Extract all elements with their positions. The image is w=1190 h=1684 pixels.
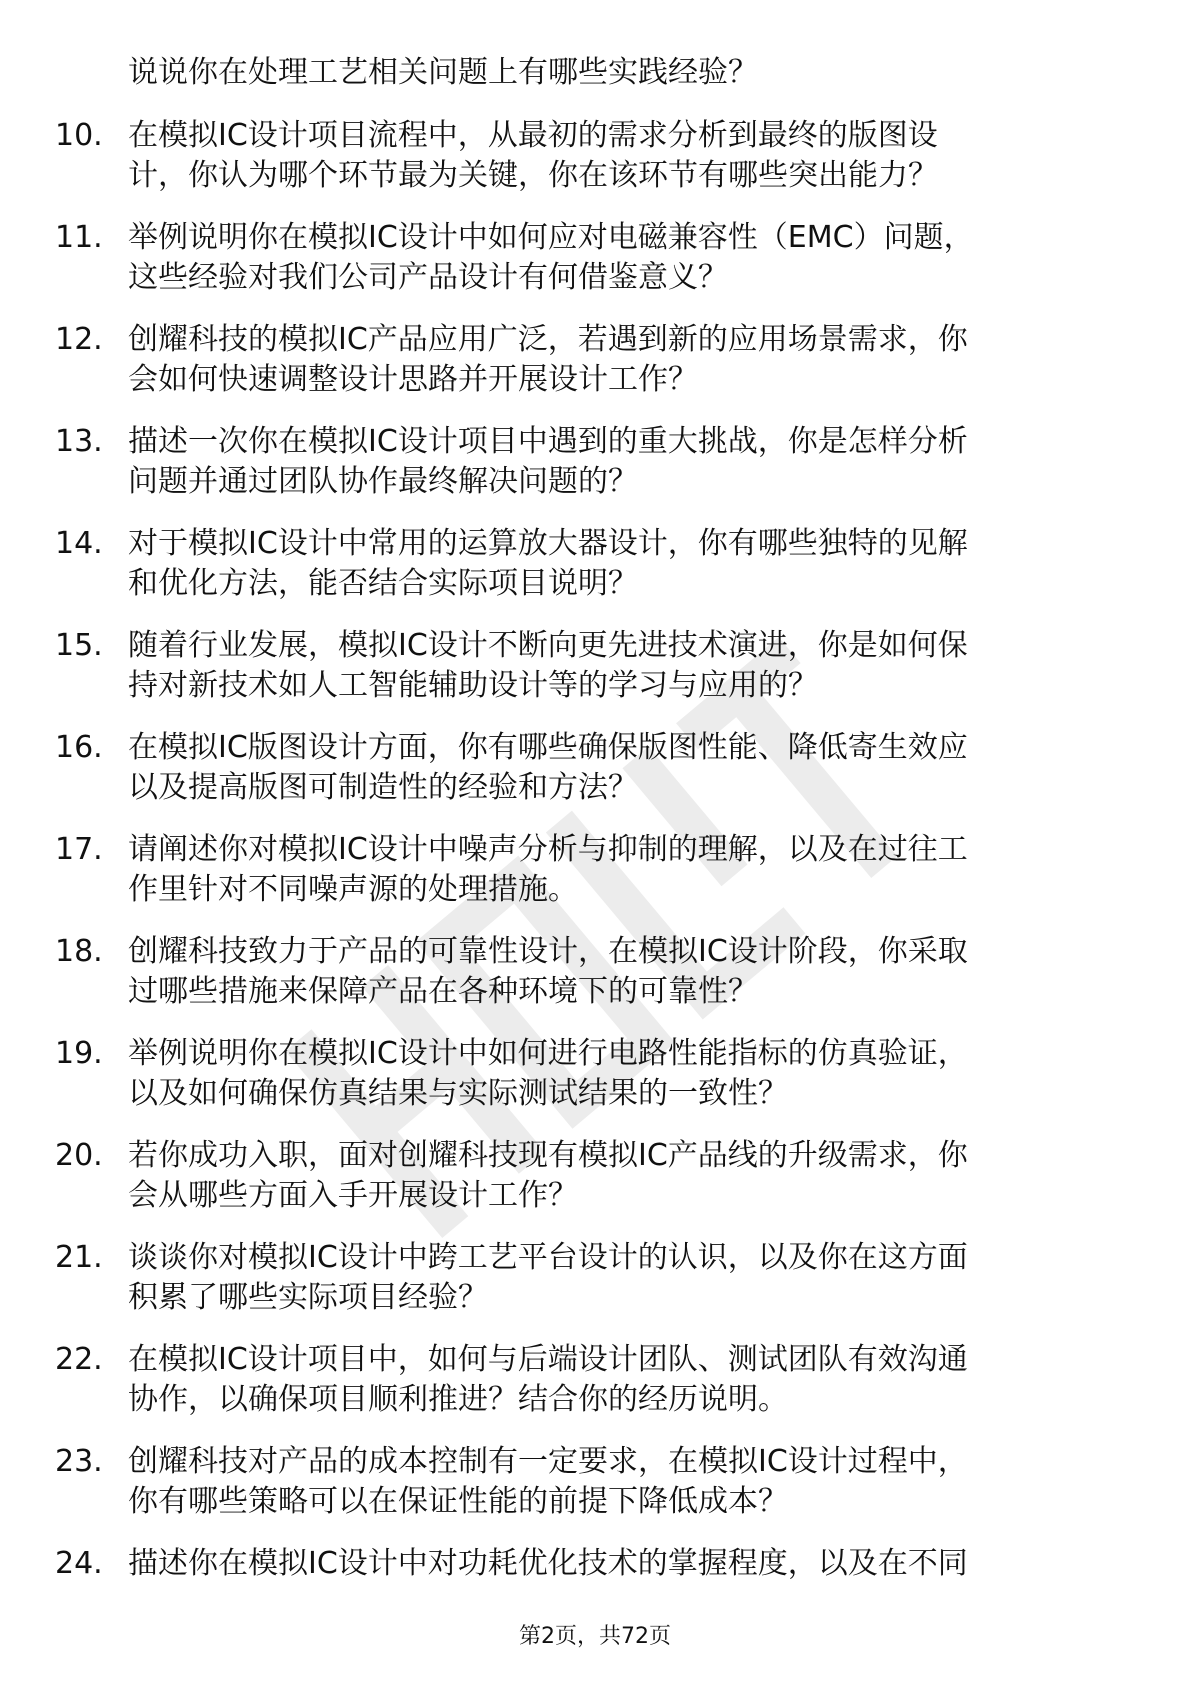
question-text-line: 描述一次你在模拟IC设计项目中遇到的重大挑战，你是怎样分析	[128, 424, 968, 459]
question-text-line: 问题并通过团队协作最终解决问题的？	[128, 464, 638, 499]
question-item	[0, 319, 1190, 421]
question-text-line: 持对新技术如人工智能辅助设计等的学习与应用的？	[128, 668, 818, 703]
question-text-line: 描述你在模拟IC设计中对功耗优化技术的掌握程度，以及在不同	[128, 1546, 968, 1581]
question-item	[0, 1237, 1190, 1339]
question-number: 19.	[55, 1036, 103, 1071]
question-number: 12.	[55, 322, 103, 357]
question-text-line: 过哪些措施来保障产品在各种环境下的可靠性？	[128, 974, 758, 1009]
question-number: 24.	[55, 1546, 103, 1581]
question-item	[0, 931, 1190, 1033]
question-text-line: 计，你认为哪个环节最为关键，你在该环节有哪些突出能力？	[128, 158, 938, 193]
question-text-line: 请阐述你对模拟IC设计中噪声分析与抑制的理解，以及在过往工	[128, 832, 968, 867]
question-text-line: 你有哪些策略可以在保证性能的前提下降低成本？	[128, 1484, 788, 1519]
question-item	[0, 625, 1190, 727]
question-item	[0, 421, 1190, 523]
question-text-line: 协作，以确保项目顺利推进？结合你的经历说明。	[128, 1382, 788, 1417]
question-item	[0, 1135, 1190, 1237]
question-text-line: 在模拟IC设计项目流程中，从最初的需求分析到最终的版图设	[128, 118, 938, 153]
question-text-line: 举例说明你在模拟IC设计中如何进行电路性能指标的仿真验证，	[128, 1036, 968, 1071]
question-text-line: 创耀科技的模拟IC产品应用广泛，若遇到新的应用场景需求，你	[128, 322, 968, 357]
question-text-line: 和优化方法，能否结合实际项目说明？	[128, 566, 638, 601]
question-number: 15.	[55, 628, 103, 663]
question-number: 14.	[55, 526, 103, 561]
question-number: 23.	[55, 1444, 103, 1479]
question-item	[0, 829, 1190, 931]
question-text-line: 随着行业发展，模拟IC设计不断向更先进技术演进，你是如何保	[128, 628, 968, 663]
question-item	[0, 1339, 1190, 1441]
question-item	[0, 1441, 1190, 1543]
question-item	[0, 1033, 1190, 1135]
question-number: 11.	[55, 220, 103, 255]
question-text-line: 这些经验对我们公司产品设计有何借鉴意义？	[128, 260, 728, 295]
question-text-line: 若你成功入职，面对创耀科技现有模拟IC产品线的升级需求，你	[128, 1138, 968, 1173]
question-text-line: 以及如何确保仿真结果与实际测试结果的一致性？	[128, 1076, 788, 1111]
question-number: 16.	[55, 730, 103, 765]
question-item	[0, 115, 1190, 217]
question-number: 18.	[55, 934, 103, 969]
question-text-line: 会从哪些方面入手开展设计工作？	[128, 1178, 578, 1213]
question-text-line: 谈谈你对模拟IC设计中跨工艺平台设计的认识，以及你在这方面	[128, 1240, 968, 1275]
question-text-line: 举例说明你在模拟IC设计中如何应对电磁兼容性（EMC）问题，	[128, 220, 974, 255]
question-text-line: 在模拟IC版图设计方面，你有哪些确保版图性能、降低寄生效应	[128, 730, 968, 765]
question-number: 22.	[55, 1342, 103, 1377]
continuation-line: 说说你在处理工艺相关问题上有哪些实践经验？	[128, 55, 758, 90]
question-item	[0, 727, 1190, 829]
question-text-line: 作里针对不同噪声源的处理措施。	[128, 872, 578, 907]
question-number: 13.	[55, 424, 103, 459]
question-number: 20.	[55, 1138, 103, 1173]
question-number: 17.	[55, 832, 103, 867]
question-text-line: 会如何快速调整设计思路并开展设计工作？	[128, 362, 698, 397]
question-item	[0, 217, 1190, 319]
question-number: 21.	[55, 1240, 103, 1275]
question-text-line: 在模拟IC设计项目中，如何与后端设计团队、测试团队有效沟通	[128, 1342, 968, 1377]
question-text-line: 对于模拟IC设计中常用的运算放大器设计，你有哪些独特的见解	[128, 526, 968, 561]
page-footer: 第2页，共72页	[519, 1624, 671, 1649]
question-list	[0, 115, 1190, 1645]
question-text-line: 创耀科技致力于产品的可靠性设计，在模拟IC设计阶段，你采取	[128, 934, 968, 969]
question-text-line: 创耀科技对产品的成本控制有一定要求，在模拟IC设计过程中，	[128, 1444, 968, 1479]
question-number: 10.	[55, 118, 103, 153]
question-text-line: 积累了哪些实际项目经验？	[128, 1280, 488, 1315]
question-item	[0, 523, 1190, 625]
question-text-line: 以及提高版图可制造性的经验和方法？	[128, 770, 638, 805]
